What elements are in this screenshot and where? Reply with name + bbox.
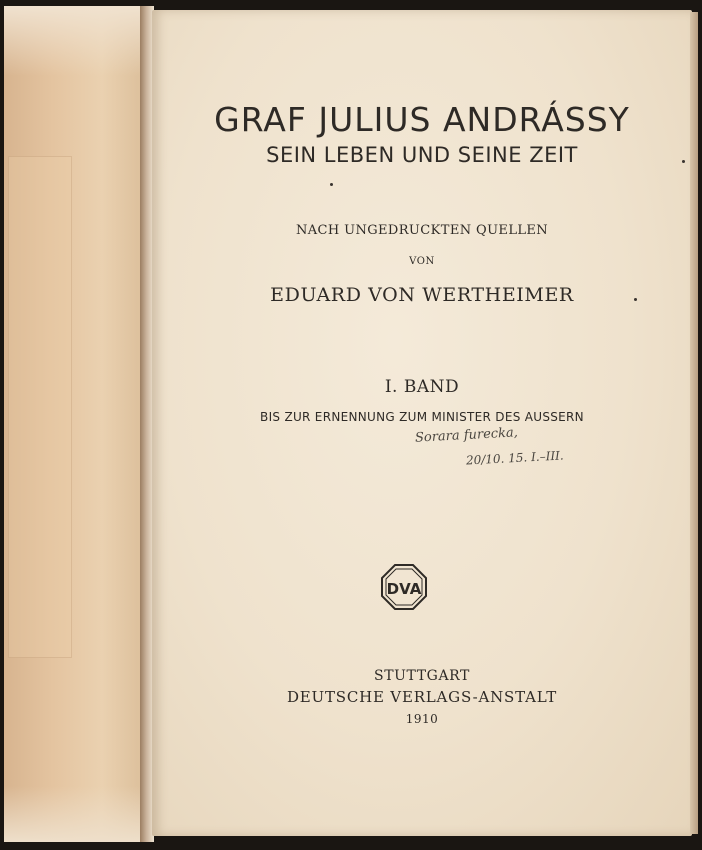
publisher-city: STUTTGART	[374, 668, 470, 684]
volume-subtitle: BIS ZUR ERNENNUNG ZUM MINISTER DES AUSSERN	[260, 410, 584, 424]
book-title: GRAF JULIUS ANDRÁSSY	[214, 100, 630, 139]
source-note: NACH UNGEDRUCKTEN QUELLEN	[295, 223, 549, 238]
volume-label: I. BAND	[384, 377, 460, 397]
paper-speck	[330, 183, 333, 186]
paper-speck	[682, 160, 685, 163]
logo-text: DVA	[386, 580, 422, 598]
dva-publisher-logo-icon	[380, 563, 428, 611]
paper-speck	[634, 298, 637, 301]
left-page-panel	[8, 156, 72, 658]
publication-year: 1910	[405, 712, 439, 726]
by-label: VON	[409, 256, 435, 267]
publisher-name: DEUTSCHE VERLAGS-ANSTALT	[286, 688, 558, 706]
handwritten-note-line2: 20/10. 15. I.–III.	[465, 448, 565, 468]
book-subtitle: SEIN LEBEN UND SEINE ZEIT	[266, 143, 578, 167]
left-page	[4, 6, 144, 842]
author-name: EDUARD VON WERTHEIMER	[270, 284, 574, 306]
handwritten-note-line1: Sorara furecka,	[414, 425, 519, 446]
